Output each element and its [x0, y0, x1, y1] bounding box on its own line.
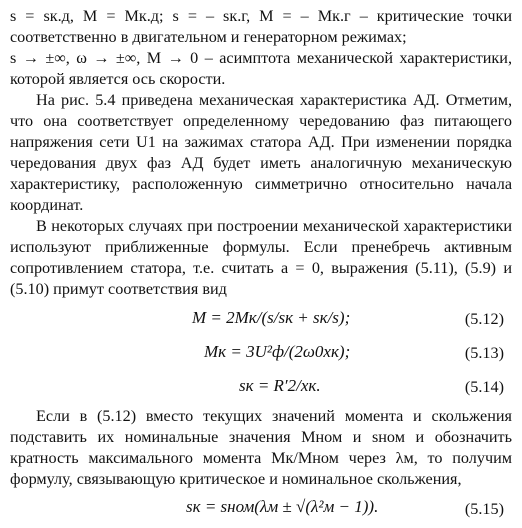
- formula-5-15: sк = sном(λм ± √(λ²м − 1)).: [186, 497, 379, 516]
- paragraph-nominal-values: Если в (5.12) вместо текущих значений момента и скольжения подставить их номинальные значения Mном и sном и обозначить кратность максимального момента Mк/Mном через λм, то получим формулу, связывающую критическое и номинальное скольжения,: [10, 407, 512, 488]
- paragraph-figure-5-4: На рис. 5.4 приведена механическая характеристика АД. Отметим, что она соответствует определенному чередованию фаз питающего напряжения сети U1 на зажимах статора АД. При изменении порядка чередования двух фаз АД будет иметь аналогичную механическую характеристику, расположенную симметрично относительно начала координат.: [10, 91, 512, 214]
- equation-number-5-14: (5.14): [464, 378, 504, 396]
- formula-row-5-12: [10, 304, 512, 334]
- formula-5-14: sк = R′2/xк.: [239, 376, 321, 395]
- equation-number-5-15: (5.15): [464, 500, 504, 518]
- paragraph-approximate-formulas: В некоторых случаях при построении механической характеристики используют приближенные формулы. Если пренебречь активным сопротивлением статора, т.е. считать a = 0, выражения (5.11), (5.9) и (5.10) примут соответствия вид: [10, 217, 512, 298]
- critical-points-line: s = sк.д, M = Mк.д; s = – sк.г, M = – Mк.г – критические точки соответственно в двигательном и генераторном режимах;: [10, 7, 512, 46]
- formula-5-13: Mк = 3U²ф/(2ω0xк);: [204, 342, 351, 361]
- formula-row-5-13: [10, 338, 512, 368]
- formula-row-5-15: [10, 494, 512, 528]
- equation-number-5-12: (5.12): [464, 310, 504, 328]
- formula-5-12: M = 2Mк/(s/sк + sк/s);: [192, 308, 351, 327]
- equation-number-5-13: (5.13): [464, 344, 504, 362]
- asymptote-line: s → ±∞, ω → ±∞, M → 0 – асимптота механической характеристики, которой является ось скорости.: [10, 49, 512, 88]
- formula-row-5-14: [10, 372, 512, 402]
